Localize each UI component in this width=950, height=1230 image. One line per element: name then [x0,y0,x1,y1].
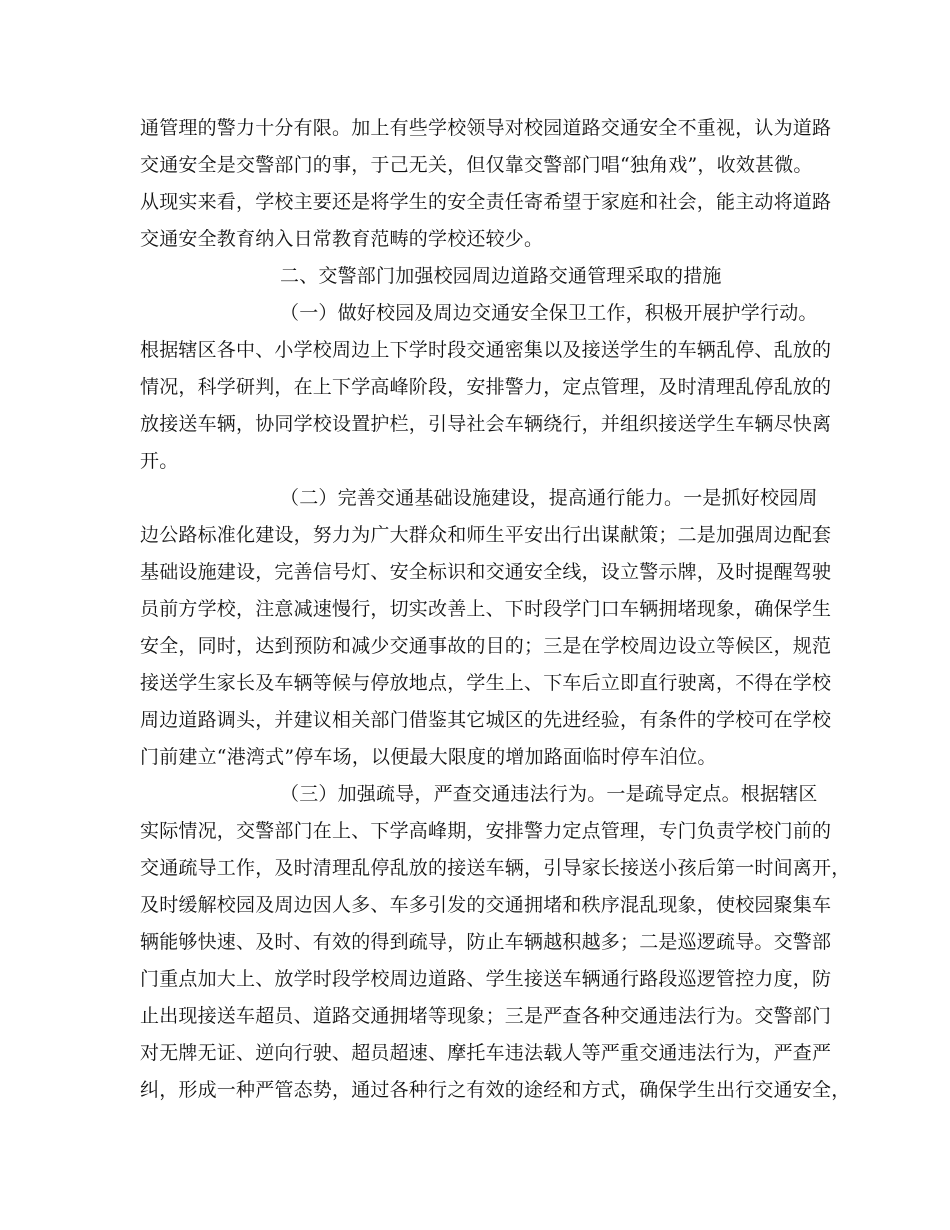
paragraph-line: 辆能够快速、及时、有效的得到疏导，防止车辆越积越多；二是巡逻疏导。交警部 [140,931,832,953]
paragraph-line: 根据辖区各中、小学校周边上下学时段交通密集以及接送学生的车辆乱停、乱放的 [140,339,832,361]
paragraph-line: 交通安全教育纳入日常教育范畴的学校还较少。 [140,228,544,250]
paragraph-line: 对无牌无证、逆向行驶、超员超速、摩托车违法载人等严重交通违法行为，严查严 [140,1042,832,1064]
paragraph-line: 止出现接送车超员、道路交通拥堵等现象；三是严查各种交通违法行为。交警部门 [140,1005,832,1027]
paragraph-line: 门前建立“港湾式”停车场，以便最大限度的增加路面临时停车泊位。 [140,746,717,768]
paragraph-line: 通管理的警力十分有限。加上有些学校领导对校园道路交通安全不重视，认为道路 [140,117,832,139]
paragraph-line: 从现实来看，学校主要还是将学生的安全责任寄希望于家庭和社会，能主动将道路 [140,191,832,213]
paragraph-line: 纠，形成一种严管态势，通过各种行之有效的途经和方式，确保学生出行交通安全， [140,1079,851,1101]
paragraph-line: 接送学生家长及车辆等候与停放地点，学生上、下车后立即直行驶离，不得在学校 [140,672,832,694]
subsection-heading: （三）加强疏导，严查交通违法行为。一是疏导定点。根据辖区 [280,783,818,805]
paragraph-line: 员前方学校，注意减速慢行，切实改善上、下时段学门口车辆拥堵现象，确保学生 [140,598,832,620]
paragraph-line: 门重点加大上、放学时段学校周边道路、学生接送车辆通行路段巡逻管控力度，防 [140,968,832,990]
paragraph-line: 放接送车辆，协同学校设置护栏，引导社会车辆绕行，并组织接送学生车辆尽快离 [140,413,832,435]
paragraph-line: 及时缓解校园及周边因人多、车多引发的交通拥堵和秩序混乱现象，使校园聚集车 [140,894,832,916]
paragraph-line: 实际情况，交警部门在上、下学高峰期，安排警力定点管理，专门负责学校门前的 [140,820,832,842]
section-heading: 二、交警部门加强校园周边道路交通管理采取的措施 [280,265,722,287]
paragraph-line: 周边道路调头，并建议相关部门借鉴其它城区的先进经验，有条件的学校可在学校 [140,709,832,731]
paragraph-line: 边公路标准化建设，努力为广大群众和师生平安出行出谋献策；二是加强周边配套 [140,524,832,546]
paragraph-line: 开。 [140,450,179,472]
subsection-heading: （二）完善交通基础设施建设，提高通行能力。一是抓好校园周 [280,487,818,509]
subsection-heading: （一）做好校园及周边交通安全保卫工作，积极开展护学行动。 [280,302,818,324]
paragraph-line: 安全，同时，达到预防和减少交通事故的目的；三是在学校周边设立等候区，规范 [140,635,832,657]
paragraph-line: 交通疏导工作，及时清理乱停乱放的接送车辆，引导家长接送小孩后第一时间离开， [140,857,851,879]
paragraph-line: 基础设施建设，完善信号灯、安全标识和交通安全线，设立警示牌，及时提醒驾驶 [140,561,832,583]
paragraph-line: 情况，科学研判，在上下学高峰阶段，安排警力，定点管理，及时清理乱停乱放的 [140,376,832,398]
paragraph-line: 交通安全是交警部门的事，于己无关，但仅靠交警部门唱“独角戏”，收效甚微。 [140,154,813,176]
